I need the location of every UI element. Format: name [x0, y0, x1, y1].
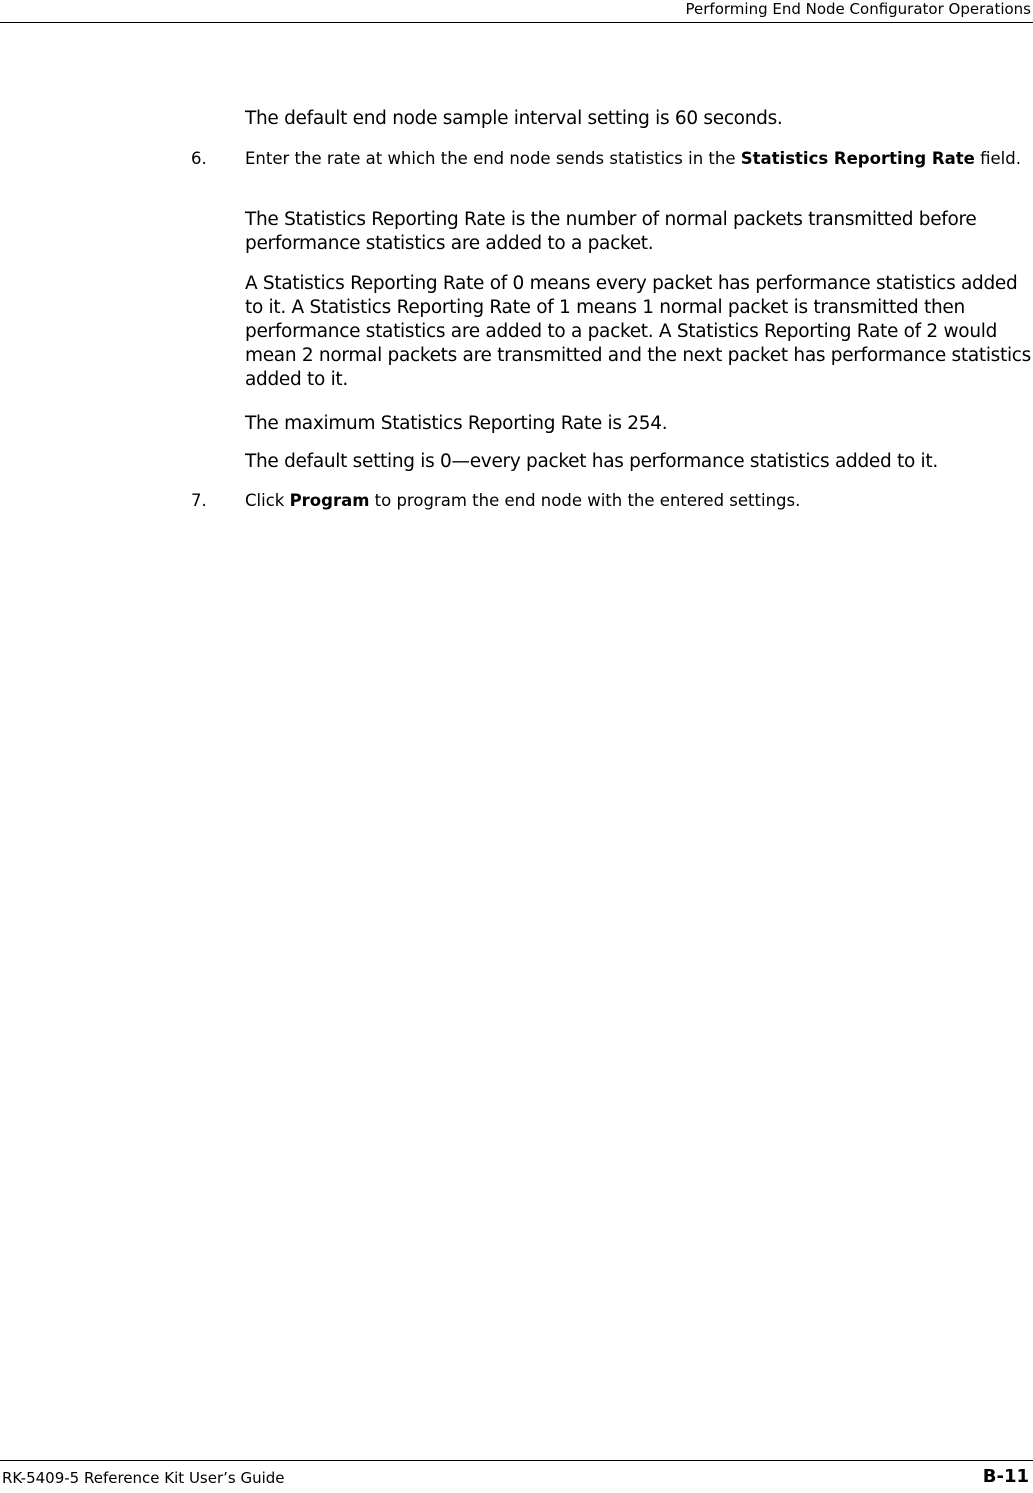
field-name-emphasis: Statistics Reporting Rate — [740, 149, 975, 168]
paragraph-default-interval: The default end node sample interval setting is 60 seconds. — [245, 108, 783, 129]
page-number: B-11 — [982, 1466, 1029, 1487]
step-number: 7. — [191, 491, 207, 510]
footer-doc-title: RK-5409-5 Reference Kit User’s Guide — [2, 1469, 285, 1487]
paragraph-rate-examples: A Statistics Reporting Rate of 0 means every packet has performance statistics added to it. A Statistics Reporting Rate of 1 means 1 normal packet is transmitted then performance statistics are added to a packet. A Statistics Reporting Rate of 2 would mean 2 normal packets are transmitted and the next packet has performance statistics added to it. — [245, 273, 1032, 390]
running-header: Performing End Node Configurator Operations — [685, 0, 1031, 18]
paragraph-default-setting: The default setting is 0—every packet has performance statistics added to it. — [245, 451, 938, 472]
paragraph-rate-definition: The Statistics Reporting Rate is the number of normal packets transmitted before performance statistics are added to a packet. — [245, 209, 977, 254]
button-name-emphasis: Program — [289, 491, 370, 510]
step-number: 6. — [191, 149, 207, 168]
step-text-before: Enter the rate at which the end node sends statistics in the — [245, 149, 741, 168]
step-text-before: Click — [245, 491, 290, 510]
step-text-after: field. — [974, 149, 1021, 168]
paragraph-max-rate: The maximum Statistics Reporting Rate is 254. — [245, 413, 668, 434]
header-divider — [0, 22, 1033, 23]
step-text — [245, 147, 1031, 171]
footer-divider — [0, 1460, 1033, 1461]
step-text-after: to program the end node with the entered settings. — [369, 491, 801, 510]
step-text — [245, 489, 1031, 513]
